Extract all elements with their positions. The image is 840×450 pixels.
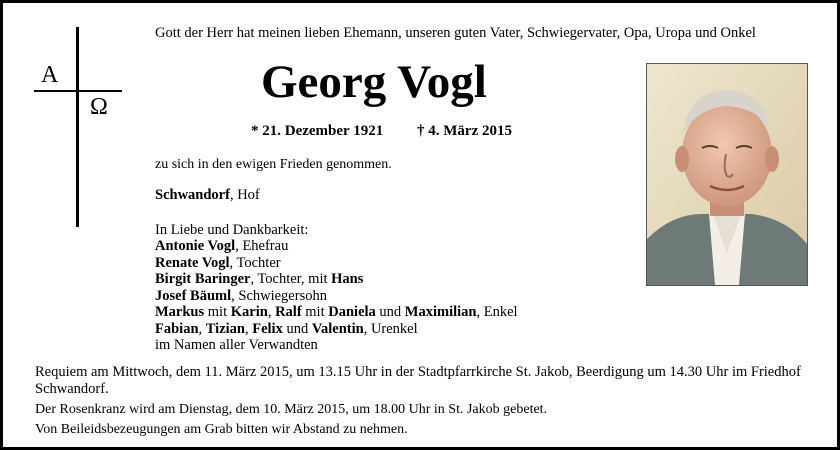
mourner-text: mit	[204, 304, 231, 320]
mourner-name: Josef Bäuml	[155, 287, 232, 304]
mourner-name: Felix	[252, 320, 283, 337]
portrait-illustration	[647, 64, 807, 285]
rosary-text: Der Rosenkranz wird am Dienstag, dem 10. März 2015, um 18.00 Uhr in St. Jakob gebetet.	[35, 402, 548, 417]
mourner-name: Fabian	[155, 320, 199, 337]
cross-horizontal-bar	[34, 90, 122, 92]
mourner-line: im Namen aller Verwandten	[155, 337, 318, 353]
mourner-role: , Schwiegersohn	[231, 287, 327, 304]
peace-text: zu sich in den ewigen Frieden genommen.	[155, 157, 392, 172]
mourner-text: ,	[198, 320, 206, 337]
mourner-text: , Urenkel	[363, 320, 418, 337]
mourner-name: Antonie Vogl	[155, 238, 236, 254]
intro-text: Gott der Herr hat meinen lieben Ehemann, unseren guten Vater, Schwiegervater, Opa, Uropa und Onkel	[155, 25, 756, 41]
birth-date: * 21. Dezember 1921	[251, 123, 384, 139]
mourner-name: Maximilian	[404, 304, 477, 320]
mourner-name: Renate Vogl	[155, 254, 230, 271]
mourners-list	[155, 238, 518, 354]
mourners-heading: In Liebe und Dankbarkeit:	[155, 222, 309, 238]
mourner-line	[155, 304, 518, 321]
mourner-line	[155, 271, 518, 288]
death-date: † 4. März 2015	[417, 123, 512, 139]
mourner-text: , Tochter, mit	[250, 271, 332, 287]
mourner-text: und	[282, 320, 312, 337]
mourner-name: Valentin	[311, 320, 364, 337]
mourner-role: , Tochter	[229, 254, 281, 271]
mourner-text: ,	[267, 304, 276, 320]
mourner-name: Birgit Baringer	[155, 271, 251, 287]
mourner-line	[155, 255, 518, 272]
requiem-text: Requiem am Mittwoch, dem 11. März 2015, um 13.15 Uhr in der Stadtpfarrkirche St. Jakob, Beerdigung um 14.30 Uhr im Friedhof Schwandorf.	[35, 364, 801, 397]
mourner-role: , Ehefrau	[235, 238, 289, 254]
mourner-line	[155, 321, 518, 338]
mourner-name: Daniela	[328, 304, 376, 320]
alpha-symbol: A	[41, 62, 59, 88]
cross-vertical-bar	[76, 27, 79, 227]
mourner-line	[155, 288, 518, 305]
place-rest: , Hof	[229, 187, 260, 203]
place-town: Schwandorf	[155, 187, 230, 203]
mourner-name: Ralf	[275, 304, 302, 320]
mourner-name: Hans	[331, 271, 364, 287]
condolences-text: Von Beileidsbezeugungen am Grab bitten wir Abstand zu nehmen.	[35, 422, 408, 437]
deceased-name: Georg Vogl	[261, 56, 487, 108]
mourner-text: , Enkel	[476, 304, 518, 320]
place-line	[155, 187, 260, 204]
mourner-name: Markus	[155, 304, 205, 320]
mourner-text: und	[375, 304, 405, 320]
mourner-line	[155, 238, 518, 255]
omega-symbol: Ω	[90, 94, 108, 120]
mourner-name: Karin	[230, 304, 268, 320]
mourner-name: Tizian	[205, 320, 245, 337]
portrait-photo	[646, 63, 808, 286]
mourner-text: ,	[244, 320, 253, 337]
mourner-text: mit	[301, 304, 329, 320]
